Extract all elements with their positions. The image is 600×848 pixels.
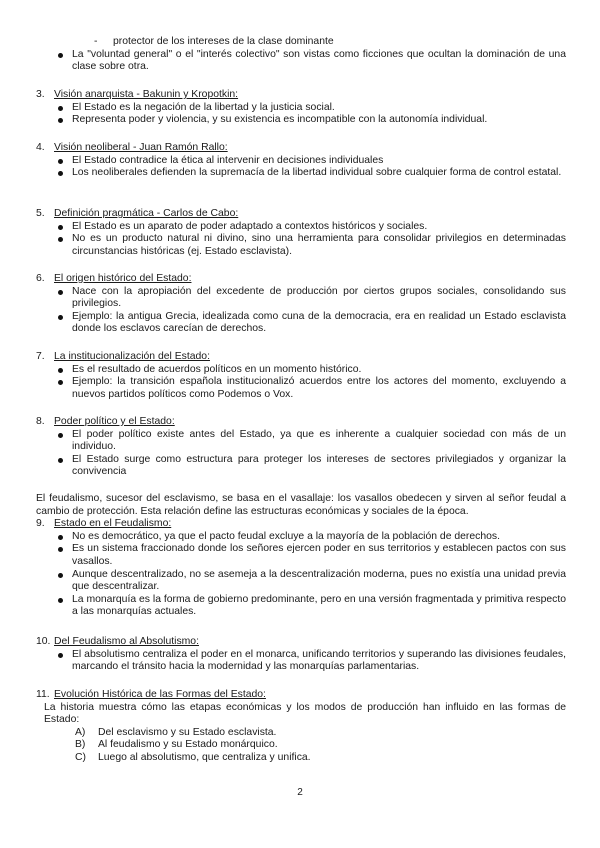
- feudalism-paragraph: El feudalismo, sucesor del esclavismo, se basa en el vasallaje: los vasallos obedecen y sirven al señor feudal a cambio de protección. Esta relación define las estructuras económicas y sociales de la época.: [36, 493, 566, 517]
- bullet-list: [36, 221, 566, 259]
- section-9: [36, 493, 566, 619]
- section-title: Visión anarquista - Bakunin y Kropotkin:: [54, 89, 239, 100]
- list-item: El poder político existe antes del Estado, ya que es inherente a cualquier sociedad con más de un individuo.: [36, 429, 566, 454]
- section-number: 7.: [36, 351, 45, 362]
- bullet-list: [36, 364, 566, 402]
- bullet-list: [36, 531, 566, 619]
- section-11: [36, 689, 566, 765]
- section-title: Visión neoliberal - Juan Ramón Rallo:: [54, 142, 228, 153]
- section-heading: [36, 142, 566, 155]
- section-intro: La historia muestra cómo las etapas económicas y los modos de producción han influido en las formas de Estado:: [44, 701, 566, 726]
- list-item: La monarquía es la forma de gobierno predominante, pero en una versión fragmentada y primitiva respecto a las monarquías actuales.: [36, 594, 566, 619]
- section-title: Del Feudalismo al Absolutismo:: [54, 636, 199, 647]
- section-7: [36, 351, 566, 401]
- section-3: [36, 89, 566, 127]
- list-item: El Estado es la negación de la libertad y la justicia social.: [36, 102, 566, 115]
- section-heading: [36, 89, 566, 102]
- section-number: 9.: [36, 518, 45, 530]
- section-8: [36, 416, 566, 479]
- section-10: [36, 636, 566, 674]
- section-heading: [36, 416, 566, 429]
- section-title: Definición pragmática - Carlos de Cabo:: [54, 208, 239, 219]
- list-item: La "voluntad general" o el "interés colectivo" son vistas como ficciones que ocultan la dominación de una clase sobre otra.: [36, 49, 566, 74]
- list-item: Nace con la apropiación del excedente de producción por ciertos grupos sociales, consolidando sus privilegios.: [36, 286, 566, 311]
- list-item: Ejemplo: la antigua Grecia, idealizada como cuna de la democracia, era en realidad un Estado esclavista donde los esclavos carecían de derechos.: [36, 311, 566, 336]
- section-heading: [36, 273, 566, 286]
- item-marker: B): [75, 739, 86, 751]
- section-4: [36, 142, 566, 180]
- section-heading: [36, 351, 566, 364]
- section-number: 6.: [36, 273, 45, 284]
- bullet-list: [36, 49, 566, 74]
- page-number: 2: [297, 787, 303, 798]
- dash-item: [36, 36, 566, 49]
- dash-marker: -: [94, 36, 98, 47]
- section-heading: [36, 518, 566, 531]
- list-item: El Estado surge como estructura para proteger los intereses de sectores privilegiados y organizar la convivencia: [36, 454, 566, 479]
- list-item: Ejemplo: la transición española institucionalizó acuerdos entre los actores del momento, excluyendo a nuevos partidos políticos como Podemos o Vox.: [36, 376, 566, 401]
- section-number: 3.: [36, 89, 45, 100]
- item-marker: C): [75, 751, 86, 763]
- bullet-list: [36, 286, 566, 336]
- list-item: No es democrático, ya que el pacto feudal excluye a la mayoría de la población de derechos.: [36, 531, 566, 544]
- dash-text: protector de los intereses de la clase dominante: [113, 36, 334, 47]
- item-text: Al feudalismo y su Estado monárquico.: [98, 739, 278, 751]
- list-item: El Estado contradice la ética al intervenir en decisiones individuales: [36, 155, 566, 168]
- list-item: Es un sistema fraccionado donde los señores ejercen poder en sus territorios y establecen pactos con sus vasallos.: [36, 543, 566, 568]
- section-5: [36, 208, 566, 258]
- lettered-item: [36, 752, 566, 765]
- section-title: Evolución Histórica de las Formas del Estado:: [54, 689, 266, 700]
- list-item: El absolutismo centraliza el poder en el monarca, unificando territorios y superando las divisiones feudales, marcando el tránsito hacia la modernidad y las monarquías parlamentarias.: [36, 649, 566, 674]
- section-heading: [36, 208, 566, 221]
- section-title: La institucionalización del Estado:: [54, 351, 210, 362]
- list-item: Representa poder y violencia, y su existencia es incompatible con la autonomía individual.: [36, 114, 566, 127]
- section-heading: [36, 689, 566, 702]
- list-item: Es el resultado de acuerdos políticos en un momento histórico.: [36, 364, 566, 377]
- section-number: 4.: [36, 142, 45, 153]
- section-heading: [36, 636, 566, 649]
- bullet-list: [36, 429, 566, 479]
- lettered-item: [36, 727, 566, 740]
- list-item: Aunque descentralizado, no se asemeja a la descentralización moderna, pues no existía una unidad previa que descentralizar.: [36, 569, 566, 594]
- section-title: Estado en el Feudalismo:: [54, 518, 172, 530]
- section-number: 8.: [36, 416, 45, 427]
- item-text: Luego al absolutismo, que centraliza y unifica.: [98, 751, 311, 763]
- list-item: Los neoliberales defienden la supremacía de la libertad individual sobre cualquier forma de control estatal.: [36, 167, 566, 180]
- section-number: 5.: [36, 208, 45, 219]
- section-number: 10.: [36, 636, 51, 647]
- intro-block: [36, 36, 566, 74]
- section-title: El origen histórico del Estado:: [54, 273, 192, 284]
- list-item: El Estado es un aparato de poder adaptado a contextos históricos y sociales.: [36, 221, 566, 234]
- bullet-list: [36, 155, 566, 180]
- section-title: Poder político y el Estado:: [54, 416, 175, 427]
- lettered-item: [36, 739, 566, 752]
- list-item: No es un producto natural ni divino, sino una herramienta para consolidar privilegios en determinadas circunstancias históricas (ej. Estado esclavista).: [36, 233, 566, 258]
- bullet-list: [36, 102, 566, 127]
- section-6: [36, 273, 566, 336]
- item-marker: A): [75, 726, 86, 738]
- item-text: Del esclavismo y su Estado esclavista.: [98, 726, 277, 738]
- section-number: 11.: [36, 689, 50, 700]
- bullet-list: [36, 649, 566, 674]
